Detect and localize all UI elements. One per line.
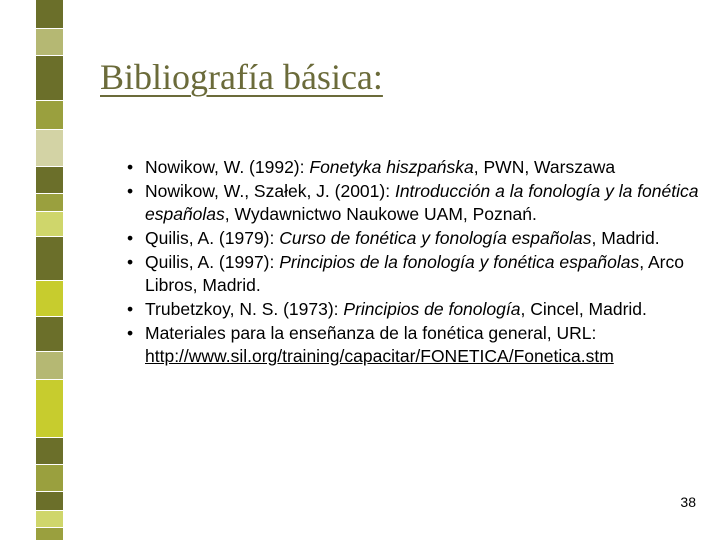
stripe-12 xyxy=(36,380,63,437)
stripe-10 xyxy=(36,317,63,351)
stripe-3 xyxy=(36,101,63,129)
stripe-2 xyxy=(36,56,63,100)
reference-publisher: , Cincel, Madrid. xyxy=(520,299,647,319)
reference-item xyxy=(127,298,707,321)
reference-author: Trubetzkoy, N. S. (1973): xyxy=(145,299,344,319)
decorative-stripe-bar xyxy=(0,0,68,540)
reference-publisher: , Wydawnictwo Naukowe UAM, Poznań. xyxy=(224,204,537,224)
reference-publisher: , Madrid. xyxy=(591,228,660,248)
reference-item xyxy=(127,227,707,250)
stripe-15 xyxy=(36,492,63,510)
stripe-0 xyxy=(36,0,63,28)
reference-item xyxy=(127,156,707,179)
reference-work-title: Fonetyka hiszpańska xyxy=(309,157,474,177)
slide-title: Bibliografía básica: xyxy=(100,57,383,97)
reference-item xyxy=(127,180,707,226)
bullet: • xyxy=(127,228,134,248)
stripe-16 xyxy=(36,511,63,527)
reference-list xyxy=(127,156,707,369)
reference-text: Materiales para la enseñanza de la fonética general, URL: xyxy=(145,323,597,343)
stripe-4 xyxy=(36,130,63,166)
reference-author: Quilis, A. (1997): xyxy=(145,252,280,272)
reference-work-title: Introducción a la fonología y la fonética españolas xyxy=(145,181,699,224)
stripe-7 xyxy=(36,212,63,236)
reference-author: Nowikow, W. (1992): xyxy=(145,157,310,177)
reference-item xyxy=(127,251,707,297)
stripe-5 xyxy=(36,167,63,193)
stripe-17 xyxy=(36,528,63,540)
reference-author: Quilis, A. (1979): xyxy=(145,228,280,248)
bullet: • xyxy=(127,323,134,343)
stripe-6 xyxy=(36,194,63,211)
stripe-13 xyxy=(36,438,63,464)
reference-work-title: Principios de la fonología y fonética españolas xyxy=(279,252,640,272)
stripe-14 xyxy=(36,465,63,491)
reference-publisher: , PWN, Warszawa xyxy=(473,157,616,177)
stripe-1 xyxy=(36,29,63,55)
reference-url-link[interactable]: http://www.sil.org/training/capacitar/FONETICA/Fonetica.stm xyxy=(145,346,614,366)
reference-work-title: Curso de fonética y fonología españolas xyxy=(279,228,592,248)
reference-publisher: , Arco Libros, Madrid. xyxy=(145,252,684,295)
bullet: • xyxy=(127,157,134,177)
stripe-11 xyxy=(36,352,63,379)
bullet: • xyxy=(127,252,134,272)
reference-work-title: Principios de fonología xyxy=(343,299,521,319)
page-number: 38 xyxy=(680,494,696,510)
stripe-8 xyxy=(36,237,63,280)
reference-author: Nowikow, W., Szałek, J. (2001): xyxy=(145,181,395,201)
bullet: • xyxy=(127,181,134,201)
reference-item xyxy=(127,322,707,368)
bullet: • xyxy=(127,299,134,319)
stripe-9 xyxy=(36,281,63,316)
